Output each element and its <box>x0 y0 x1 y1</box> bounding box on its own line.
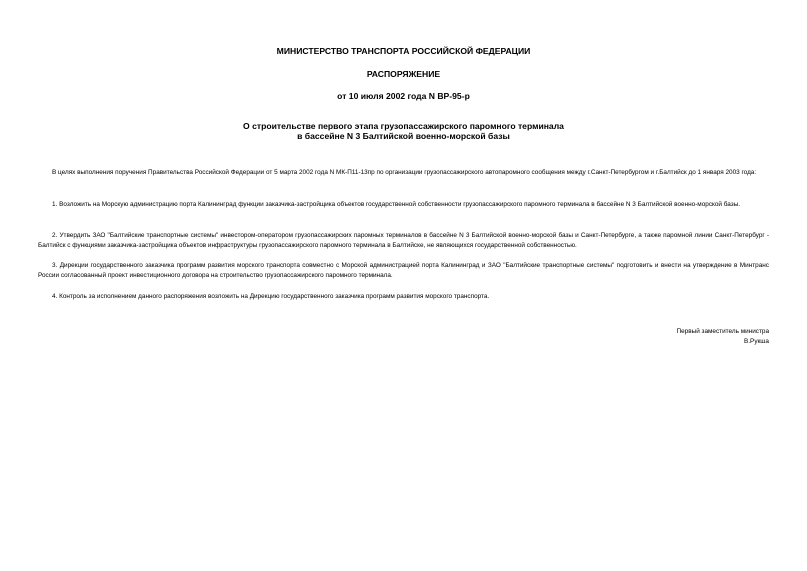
document-date-number: от 10 июля 2002 года N ВР-95-р <box>337 91 470 101</box>
ministry-name: МИНИСТЕРСТВО ТРАНСПОРТА РОССИЙСКОЙ ФЕДЕРАЦИИ <box>276 46 531 56</box>
document-subject-line-1: О строительстве первого этапа грузопассажирского паромного терминала <box>243 121 564 131</box>
paragraph-1: 1. Возложить на Морскую администрацию порта Калининград функции заказчика-застройщика объектов государственной собственности грузопассажирского паромного терминала в бассейне N 3 Балтийской военно-морской базы. <box>52 201 741 209</box>
signatory-position: Первый заместитель министра <box>676 328 769 335</box>
document-type: РАСПОРЯЖЕНИЕ <box>366 69 441 79</box>
preamble-paragraph: В целях выполнения поручения Правительства Российской Федерации от 5 марта 2002 года N МК-П11-13пр по организации грузопассажирского автопаромного сообщения между г.Санкт-Петербургом и г.Балтийск до 1 января 2003 года: <box>52 169 757 177</box>
paragraph-2: 2. Утвердить ЗАО "Балтийские транспортные системы" инвестором-оператором грузопассажирских паромных терминалов в бассейне N 3 Балтийской военно-морской базы и Санкт-Петербурге, а также паромной линии Санкт-Петербург - Балтийск с функциями заказчика-застройщика объектов инфраструктуры грузопассажирского паромного терминала в Балтийске, не являющихся государственной собственностью. <box>38 232 769 250</box>
document-subject-line-2: в бассейне N 3 Балтийской военно-морской базы <box>297 131 510 141</box>
paragraph-4: 4. Контроль за исполнением данного распоряжения возложить на Дирекцию государственного заказчика программ развития морского транспорта. <box>52 293 490 301</box>
signatory-name: В.Рукша <box>744 338 769 345</box>
paragraph-3: 3. Дирекции государственного заказчика программ развития морского транспорта совместно с Морской администрацией порта Калининград и ЗАО "Балтийские транспортные системы" подготовить и внести на утверждение в Минтранс России согласованный проект инвестиционного договора на строительство грузопассажирского паромного терминала. <box>38 262 769 280</box>
